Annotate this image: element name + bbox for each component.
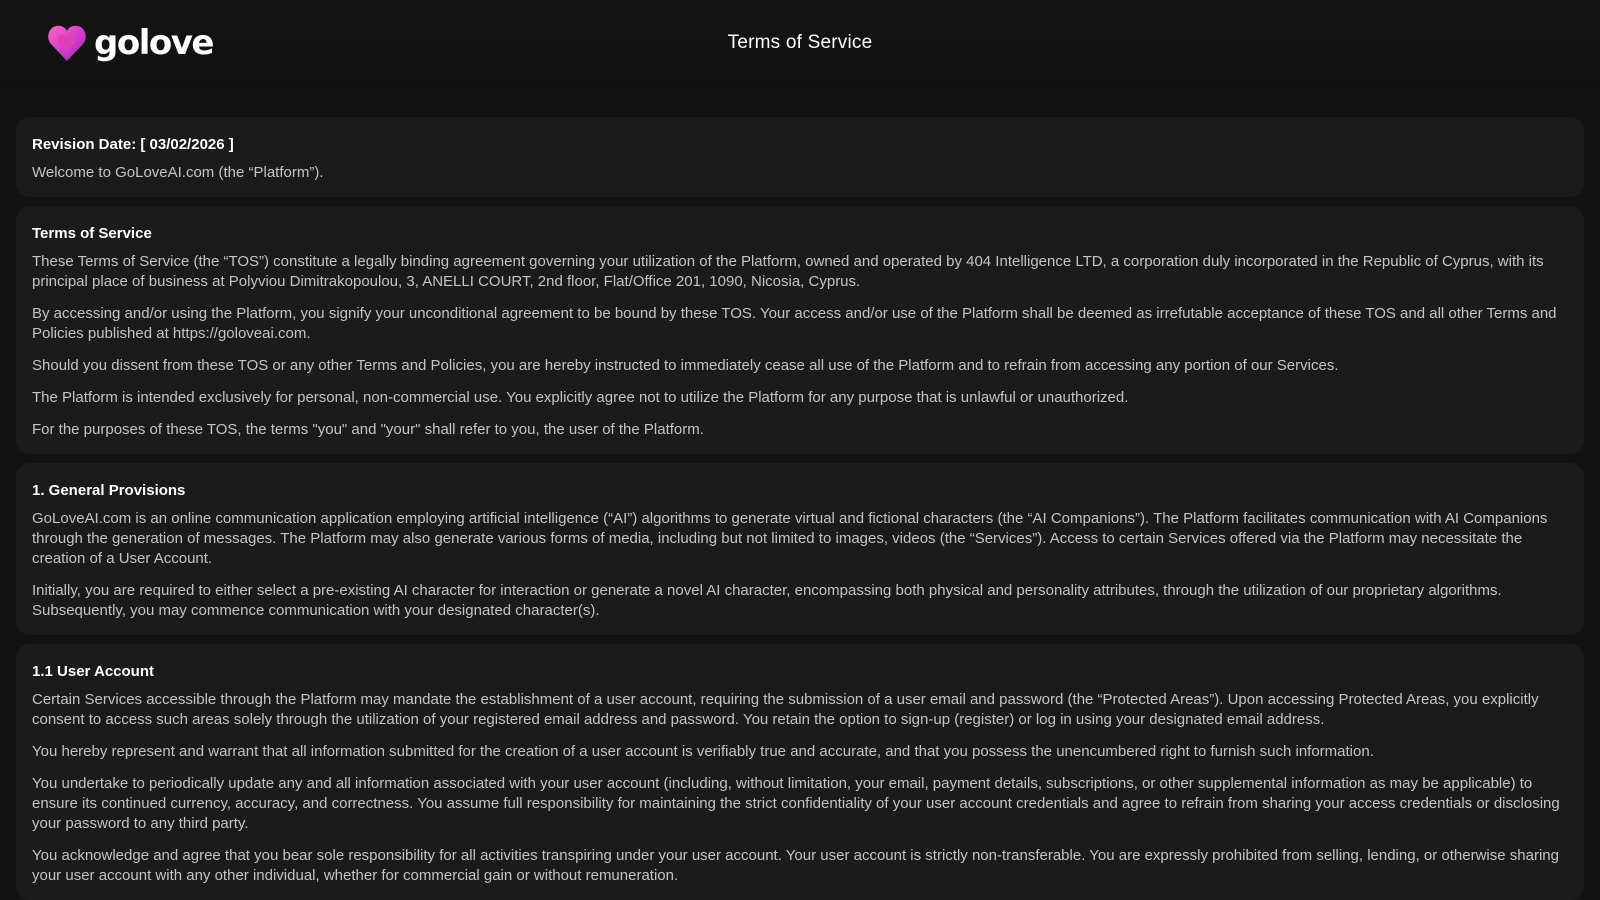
section-heading: 1. General Provisions	[32, 482, 186, 499]
paragraph: Should you dissent from these TOS or any other Terms and Policies, you are hereby instructed to immediately cease all use of the Platform and to refrain from accessing any portion of our Services.	[32, 357, 1339, 374]
paragraph: GoLoveAI.com is an online communication application employing artificial intelligence (“AI”) algorithms to generate virtual and fictional characters (the “AI Companions”). The Platform facilitates communication with AI Companions through the generation of messages. The Platform may also generate various forms of media, including but not limited to images, videos (the “Services”). Access to certain Services offered via the Platform may necessitate the creation of a User Account.	[32, 510, 1548, 567]
section-general-provisions	[16, 463, 1584, 635]
paragraph: For the purposes of these TOS, the terms "you" and "your" shall refer to you, the user of the Platform.	[32, 421, 704, 438]
paragraph: The Platform is intended exclusively for personal, non-commercial use. You explicitly agree not to utilize the Platform for any purpose that is unlawful or unauthorized.	[32, 389, 1129, 406]
top-bar	[0, 0, 1600, 88]
welcome-text: Welcome to GoLoveAI.com (the “Platform”).	[32, 164, 324, 181]
paragraph: You undertake to periodically update any and all information associated with your user account (including, without limitation, your email, payment details, subscriptions, or other supplemental information as may be applicable) to ensure its continued currency, accuracy, and correctness. You assume full responsibility for maintaining the strict confidentiality of your user account credentials and agree to refrain from sharing your access credentials or disclosing your password to any third party.	[32, 775, 1560, 832]
revision-date: Revision Date: [ 03/02/2026 ]	[32, 136, 234, 153]
section-heading: Terms of Service	[32, 225, 152, 242]
paragraph: By accessing and/or using the Platform, you signify your unconditional agreement to be bound by these TOS. Your access and/or use of the Platform shall be deemed as irrefutable acceptance of these TOS and all other Terms and Policies published at https://goloveai.com.	[32, 305, 1557, 342]
brand-name: golove	[94, 23, 213, 63]
section-terms-of-service	[16, 206, 1584, 454]
paragraph: You acknowledge and agree that you bear sole responsibility for all activities transpiring under your user account. Your user account is strictly non-transferable. You are expressly prohibited from selling, lending, or otherwise sharing your user account with any other individual, whether for commercial gain or without remuneration.	[32, 847, 1559, 884]
paragraph: Certain Services accessible through the Platform may mandate the establishment of a user account, requiring the submission of a user email and password (the “Protected Areas”). Upon accessing Protected Areas, you explicitly consent to access such areas solely through the utilization of your registered email address and password. You retain the option to sign-up (register) or log in using your designated email address.	[32, 691, 1539, 728]
paragraph: You hereby represent and warrant that all information submitted for the creation of a user account is verifiably true and accurate, and that you possess the unencumbered right to furnish such information.	[32, 743, 1374, 760]
paragraph: Initially, you are required to either select a pre-existing AI character for interaction or generate a novel AI character, encompassing both physical and personality attributes, through the utilization of our proprietary algorithms. Subsequently, you may commence communication with your designated character(s).	[32, 582, 1502, 619]
terms-content	[0, 88, 1600, 900]
section-heading: 1.1 User Account	[32, 663, 154, 680]
revision-card	[16, 117, 1584, 197]
page-title: Terms of Service	[727, 32, 873, 53]
section-user-account	[16, 644, 1584, 900]
paragraph: These Terms of Service (the “TOS”) constitute a legally binding agreement governing your utilization of the Platform, owned and operated by 404 Intelligence LTD, a corporation duly incorporated in the Republic of Cyprus, with its principal place of business at Polyviou Dimitrakopoulou, 3, ANELLI COURT, 2nd floor, Flat/Office 201, 1090, Nicosia, Cyprus.	[32, 253, 1544, 290]
